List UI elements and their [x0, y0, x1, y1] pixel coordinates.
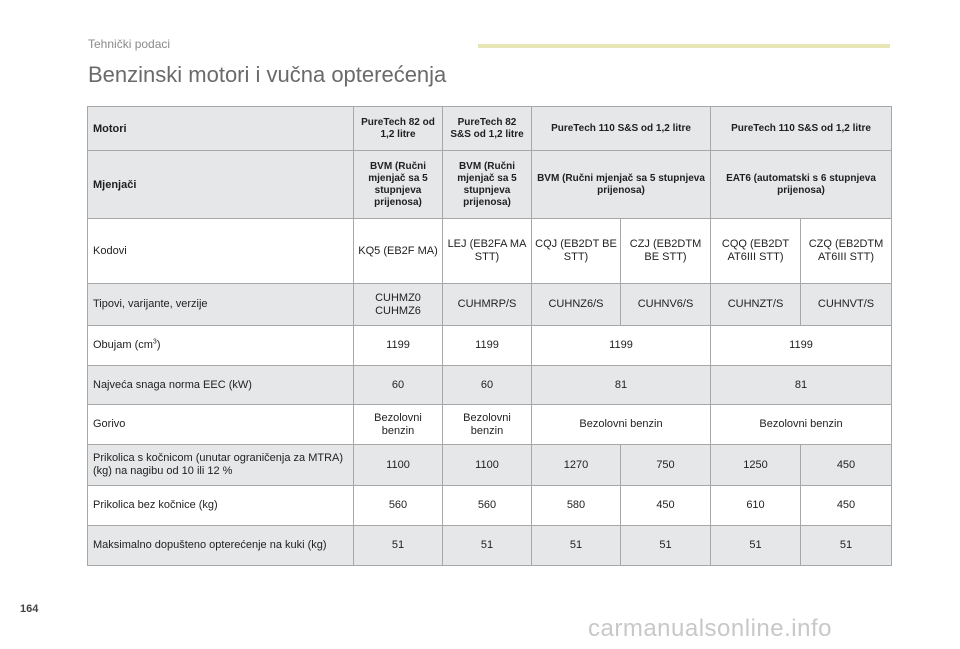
table-cell: 81 — [532, 366, 711, 405]
table-row-kuka — [88, 526, 892, 566]
table-cell: 1250 — [711, 445, 801, 486]
watermark: carmanualsonline.info — [588, 615, 832, 642]
table-cell: 560 — [443, 486, 532, 526]
table-cell: 750 — [621, 445, 711, 486]
row-label: Obujam $(cm^3)$ — [88, 326, 354, 366]
table-cell: 60 — [443, 366, 532, 405]
table-cell: CQQ (EB2DT AT6III STT) — [711, 219, 801, 284]
table-cell: 610 — [711, 486, 801, 526]
row-label: Motori — [88, 107, 354, 151]
table-cell: PureTech 110 S&S od 1,2 litre — [711, 107, 892, 151]
table-row-obujam — [88, 326, 892, 366]
table-cell: CUHMRP/S — [443, 284, 532, 326]
table-cell: 51 — [354, 526, 443, 566]
cell-line: CUHMZ6 — [375, 304, 421, 317]
table-cell — [354, 284, 443, 326]
table-cell: 450 — [801, 486, 892, 526]
row-label: Prikolica bez kočnice (kg) — [88, 486, 354, 526]
table-cell: 1199 — [354, 326, 443, 366]
table-cell: KQ5 (EB2F MA) — [354, 219, 443, 284]
table-cell: CQJ (EB2DT BE STT) — [532, 219, 621, 284]
table-row-tipovi — [88, 284, 892, 326]
table-cell: 450 — [801, 445, 892, 486]
table-cell: BVM (Ručni mjenjač sa 5 stupnjeva prijenosa) — [354, 151, 443, 219]
table-cell: EAT6 (automatski s 6 stupnjeva prijenosa) — [711, 151, 892, 219]
table-cell: PureTech 82 od 1,2 litre — [354, 107, 443, 151]
table-row-motori — [88, 107, 892, 151]
table-cell: 1100 — [443, 445, 532, 486]
table-cell: 51 — [621, 526, 711, 566]
row-label: Gorivo — [88, 405, 354, 445]
row-label: Maksimalno dopušteno opterećenje na kuki (kg) — [88, 526, 354, 566]
table-cell: CUHNVT/S — [801, 284, 892, 326]
table-cell: Bezolovni benzin — [443, 405, 532, 445]
table-cell: 60 — [354, 366, 443, 405]
table-cell: Bezolovni benzin — [532, 405, 711, 445]
table-cell: BVM (Ručni mjenjač sa 5 stupnjeva prijenosa) — [443, 151, 532, 219]
table-cell: 81 — [711, 366, 892, 405]
table-cell: CUHNZ6/S — [532, 284, 621, 326]
table-cell: 51 — [532, 526, 621, 566]
table-cell: LEJ (EB2FA MA STT) — [443, 219, 532, 284]
row-label: Prikolica s kočnicom (unutar ograničenja za MTRA) (kg) na nagibu od 10 ili 12 % — [88, 445, 354, 486]
table-row-mjenjaci — [88, 151, 892, 219]
table-cell: 450 — [621, 486, 711, 526]
table-row-snaga — [88, 366, 892, 405]
table-cell: 560 — [354, 486, 443, 526]
page-title: Benzinski motori i vučna opterećenja — [88, 62, 447, 87]
table-cell: BVM (Ručni mjenjač sa 5 stupnjeva prijenosa) — [532, 151, 711, 219]
page-number: 164 — [20, 603, 39, 615]
table-cell: CUHNZT/S — [711, 284, 801, 326]
table-cell: 1199 — [711, 326, 892, 366]
table-cell: 51 — [801, 526, 892, 566]
table-row-prikolica-bez — [88, 486, 892, 526]
table-cell: Bezolovni benzin — [354, 405, 443, 445]
row-label: Najveća snaga norma EEC (kW) — [88, 366, 354, 405]
table-cell: 1199 — [532, 326, 711, 366]
row-label: Kodovi — [88, 219, 354, 284]
table-row-prikolica-kocnica — [88, 445, 892, 486]
table-cell: CZJ (EB2DTM BE STT) — [621, 219, 711, 284]
table-cell: CUHNV6/S — [621, 284, 711, 326]
row-label: Mjenjači — [88, 151, 354, 219]
table-cell: 1199 — [443, 326, 532, 366]
table-cell: 51 — [443, 526, 532, 566]
table-cell: 580 — [532, 486, 621, 526]
table-cell: 1100 — [354, 445, 443, 486]
engine-spec-table — [87, 106, 892, 566]
table-cell: 51 — [711, 526, 801, 566]
table-cell: PureTech 110 S&S od 1,2 litre — [532, 107, 711, 151]
table-cell: PureTech 82 S&S od 1,2 litre — [443, 107, 532, 151]
table-cell: Bezolovni benzin — [711, 405, 892, 445]
table-cell: CZQ (EB2DTM AT6III STT) — [801, 219, 892, 284]
section-divider-bar — [478, 44, 890, 48]
cell-line: CUHMZ0 — [375, 291, 421, 304]
row-label: Tipovi, varijante, verzije — [88, 284, 354, 326]
section-label: Tehnički podaci — [88, 37, 171, 51]
table-row-kodovi — [88, 219, 892, 284]
table-row-gorivo — [88, 405, 892, 445]
table-cell: 1270 — [532, 445, 621, 486]
